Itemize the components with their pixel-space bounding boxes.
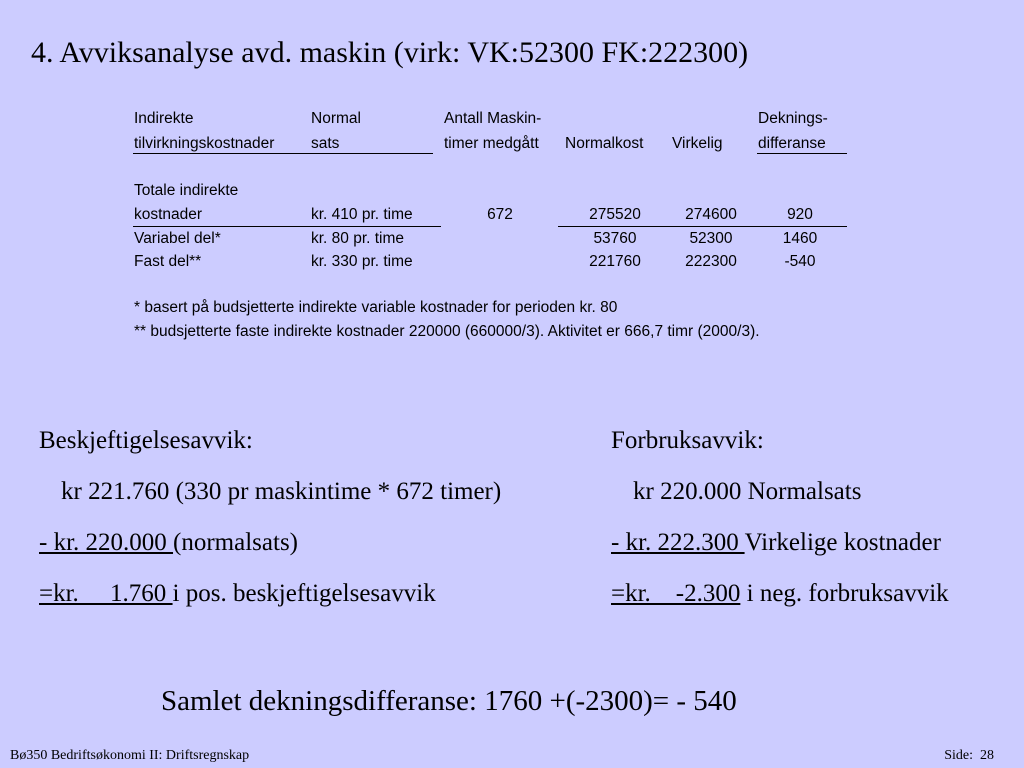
summary-line: Samlet dekningsdifferanse: 1760 +(-2300)= - 540 [161, 685, 737, 717]
left-line1: kr 221.760 (330 pr maskintime * 672 timer) [61, 478, 502, 505]
header-col1-line1: Indirekte [134, 110, 194, 127]
header-col3-line1: Antall Maskin- [444, 110, 542, 127]
footer-page-number: Side: 28 [944, 748, 994, 763]
header-col6-line2: differanse [758, 135, 826, 152]
row1-normal: 275520 [589, 206, 641, 223]
row1-diff: 920 [787, 206, 813, 223]
header-col4: Normalkost [565, 135, 644, 152]
row2-diff: 1460 [782, 230, 818, 247]
slide-title: 4. Avviksanalyse avd. maskin (virk: VK:52300 FK:222300) [31, 36, 749, 69]
left-line3-underlined: =kr. 1.760 [39, 580, 173, 607]
header-col5: Virkelig [672, 135, 723, 152]
row1-rule-right [558, 226, 847, 227]
right-line2-rest: Virkelige kostnader [744, 529, 941, 556]
row2-normal: 53760 [593, 230, 637, 247]
row3-diff: -540 [784, 253, 816, 270]
row1-label-line2: kostnader [134, 206, 203, 223]
left-line3-rest: i pos. beskjeftigelsesavvik [172, 580, 436, 607]
left-line2-rest: (normalsats) [173, 529, 298, 556]
left-heading: Beskjeftigelsesavvik: [39, 427, 253, 454]
footer-course: Bø350 Bedriftsøkonomi II: Driftsregnskap [10, 748, 250, 763]
left-line2-underlined: - kr. 220.000 [39, 529, 174, 556]
header-col2-line1: Normal [311, 110, 361, 127]
row3-normal: 221760 [589, 253, 641, 270]
header-col6-line1: Deknings- [758, 110, 828, 127]
right-line1: kr 220.000 Normalsats [633, 478, 862, 505]
header-rule-right [757, 153, 847, 154]
right-heading: Forbruksavvik: [611, 427, 764, 454]
right-line2 [611, 529, 941, 557]
right-line3-rest: i neg. forbruksavvik [740, 580, 949, 607]
right-line3 [611, 580, 949, 608]
row3-rate: kr. 330 pr. time [311, 253, 413, 270]
header-col1-line2: tilvirkningskostnader [134, 135, 275, 152]
row2-rate: kr. 80 pr. time [311, 230, 405, 247]
row2-actual: 52300 [689, 230, 733, 247]
note-2: ** budsjetterte faste indirekte kostnader 220000 (660000/3). Aktivitet er 666,7 timr (2000/3). [134, 323, 760, 340]
right-line3-underlined: =kr. -2.300 [611, 580, 741, 607]
row3-label: Fast del** [134, 253, 202, 270]
note-1: * basert på budsjetterte indirekte variable kostnader for perioden kr. 80 [134, 299, 618, 316]
header-col3-line2: timer medgått [444, 135, 539, 152]
row1-rule-left [133, 226, 441, 227]
right-line2-underlined: - kr. 222.300 [611, 529, 745, 556]
row1-rate: kr. 410 pr. time [311, 206, 413, 223]
header-col2-line2: sats [311, 135, 340, 152]
left-line2 [39, 529, 298, 557]
row3-actual: 222300 [685, 253, 737, 270]
row1-hours: 672 [487, 206, 513, 223]
row1-actual: 274600 [685, 206, 737, 223]
row1-label-line1: Totale indirekte [134, 182, 239, 199]
left-line3 [39, 580, 436, 608]
header-rule-left [133, 153, 433, 154]
row2-label: Variabel del* [134, 230, 221, 247]
